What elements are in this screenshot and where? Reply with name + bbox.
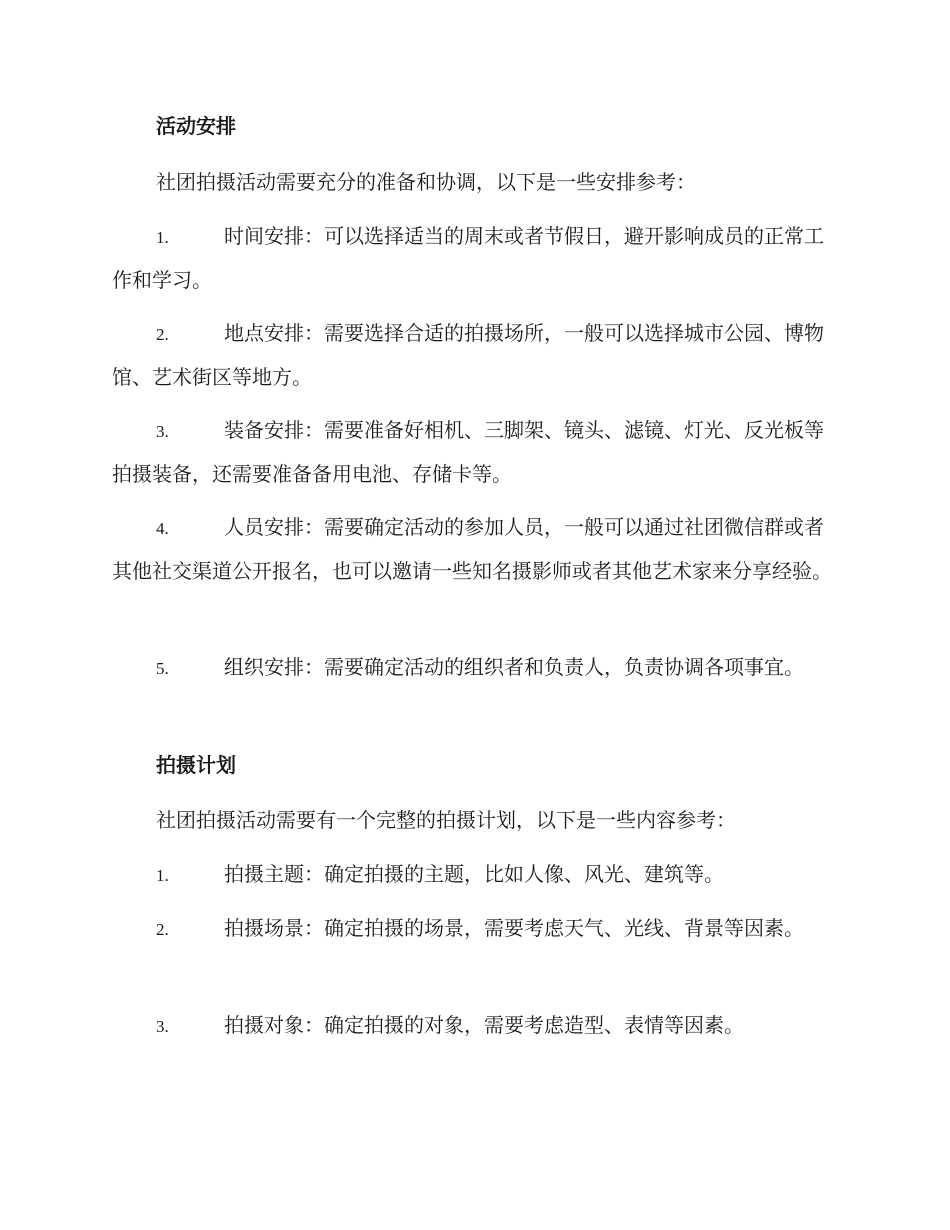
list-item-text: 时间安排：可以选择适当的周末或者节假日，避开影响成员的正常工作和学习。 (112, 224, 824, 292)
list-item-number: 5. (156, 659, 169, 678)
list-item-text: 拍摄对象：确定拍摄的对象，需要考虑造型、表情等因素。 (224, 1013, 744, 1037)
section-title-shooting-plan: 拍摄计划 (156, 753, 236, 777)
list-item (112, 215, 838, 302)
list-item-text: 地点安排：需要选择合适的拍摄场所，一般可以选择城市公园、博物馆、艺术街区等地方。 (112, 321, 824, 389)
section-intro-activity: 社团拍摄活动需要充分的准备和协调，以下是一些安排参考： (156, 170, 696, 194)
list-item (112, 853, 838, 897)
list-item-number: 3. (156, 1017, 169, 1036)
list-item-number: 1. (156, 228, 169, 247)
list-item (112, 1004, 838, 1048)
list-item-text: 人员安排：需要确定活动的参加人员，一般可以通过社团微信群或者其他社交渠道公开报名，也可以邀请一些知名摄影师或者其他艺术家来分享经验。 (112, 515, 832, 583)
list-item-text: 组织安排：需要确定活动的组织者和负责人，负责协调各项事宜。 (224, 655, 804, 679)
list-item (112, 646, 838, 690)
list-item (112, 409, 838, 496)
section-intro-shooting-plan: 社团拍摄活动需要有一个完整的拍摄计划，以下是一些内容参考： (156, 808, 736, 832)
list-item (112, 907, 838, 951)
list-item-number: 2. (156, 325, 169, 344)
list-item (112, 506, 838, 593)
list-item-number: 4. (156, 519, 169, 538)
list-item-number: 1. (156, 866, 169, 885)
list-item-text: 装备安排：需要准备好相机、三脚架、镜头、滤镜、灯光、反光板等拍摄装备，还需要准备备用电池、存储卡等。 (112, 418, 824, 486)
list-item-number: 3. (156, 422, 169, 441)
list-item-text: 拍摄主题：确定拍摄的主题，比如人像、风光、建筑等。 (224, 862, 724, 886)
list-item (112, 312, 838, 399)
list-item-text: 拍摄场景：确定拍摄的场景，需要考虑天气、光线、背景等因素。 (224, 916, 804, 940)
section-title-activity: 活动安排 (156, 114, 236, 138)
list-item-number: 2. (156, 920, 169, 939)
